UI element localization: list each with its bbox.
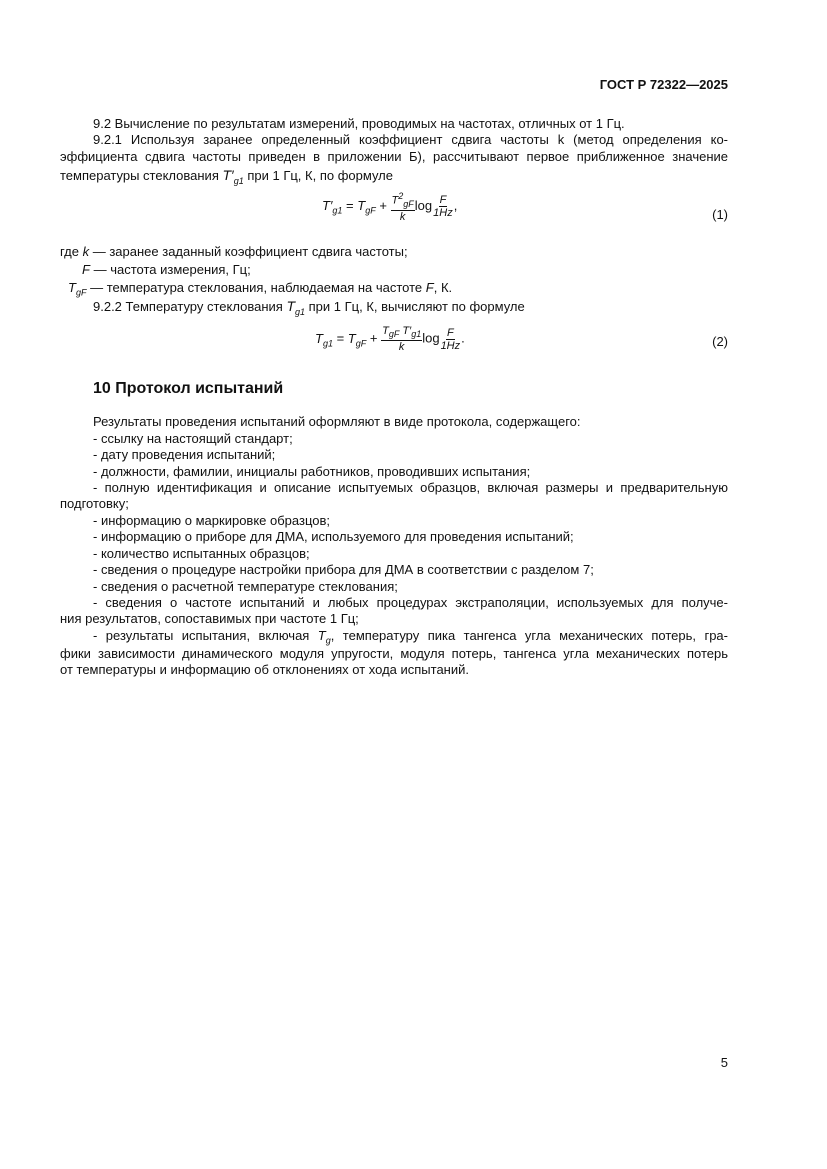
list-item: - должности, фамилии, инициалы работников, проводивших испытания; xyxy=(93,464,531,479)
section-10-heading: 10 Протокол испытаний xyxy=(93,380,284,397)
list-item: - ссылку на настоящий стандарт; xyxy=(93,431,293,446)
definition-k: где k — заранее заданный коэффициент сдвига частоты; xyxy=(60,244,408,259)
equation-number-1: (1) xyxy=(712,207,728,222)
para-9-2-1-line-3 xyxy=(60,167,728,189)
para-9-2-1-line-3-b: при 1 Гц, К, по формуле xyxy=(247,168,393,183)
list-item: - дату проведения испытаний; xyxy=(93,447,276,462)
list-item: - количество испытанных образцов; xyxy=(93,546,310,561)
list-item: - сведения о расчетной температуре стеклования; xyxy=(93,579,398,594)
symbol-tg1-prime: $T'_{g1}$ xyxy=(222,167,244,186)
para-9-2-1-line-3-a: температуры стеклования xyxy=(60,168,219,183)
list-item: - сведения о процедуре настройки прибора для ДМА в соответствии с разделом 7; xyxy=(93,562,594,577)
equation-number-2: (2) xyxy=(712,334,728,349)
para-9-2-2 xyxy=(93,298,728,320)
list-item: - сведения о частоте испытаний и любых процедурах экстраполяции, используемых для получе- xyxy=(93,595,728,610)
formula-2: $T_{g1} = T_{gF}$ + $\frac{T_{gF} T'_{g1}}{k}$ log $\frac{F}{1Hz}$ . xyxy=(315,325,465,354)
section-10-intro: Результаты проведения испытаний оформляют в виде протокола, содержащего: xyxy=(93,414,581,429)
para-9-2-1-line-1: 9.2.1 Используя заранее определенный коэффициент сдвига частоты k (метод определения ко- xyxy=(93,132,728,147)
list-item-continuation: подготовку; xyxy=(60,496,129,511)
list-item: - полную идентификация и описание испытуемых образцов, включая размеры и предварительную xyxy=(93,480,728,495)
list-item: - информацию о маркировке образцов; xyxy=(93,513,331,528)
definition-f: F — частота измерения, Гц; xyxy=(82,262,251,277)
definition-tgf: $T_{gF}$ — температура стеклования, наблюдаемая на частоте F, К. xyxy=(68,280,453,298)
para-9-2-2-b: при 1 Гц, К, вычисляют по формуле xyxy=(308,299,525,314)
document-header: ГОСТ Р 72322—2025 xyxy=(599,77,728,92)
list-item-continuation: ния результатов, сопоставимых при частоте 1 Гц; xyxy=(60,611,359,626)
list-item-continuation: от температуры и информацию об отклонениях от хода испытаний. xyxy=(60,662,469,677)
page-number: 5 xyxy=(720,1055,728,1070)
list-item-continuation: фики зависимости динамического модуля упругости, модуля потерь, тангенса угла механических потерь xyxy=(60,646,728,661)
para-9-2-2-a: 9.2.2 Температуру стеклования xyxy=(93,299,283,314)
symbol-tg1: $T_{g1}$ xyxy=(286,298,306,317)
formula-1: $T'_{g1} = T_{gF}$ + $\frac{T^2_{gF}}{k}$ log $\frac{F}{1Hz}$ , xyxy=(322,191,458,223)
section-9-2-title: 9.2 Вычисление по результатам измерений, проводимых на частотах, отличных от 1 Гц. xyxy=(93,116,625,131)
para-9-2-1-line-2: эффициента сдвига частоты приведен в приложении Б), рассчитывают первое приближенное значение xyxy=(60,149,728,164)
list-item: - информацию о приборе для ДМА, используемого для проведения испытаний; xyxy=(93,529,574,544)
list-item: - результаты испытания, включая $T_g$, температуру пика тангенса угла механических потерь, гра- xyxy=(93,628,728,646)
